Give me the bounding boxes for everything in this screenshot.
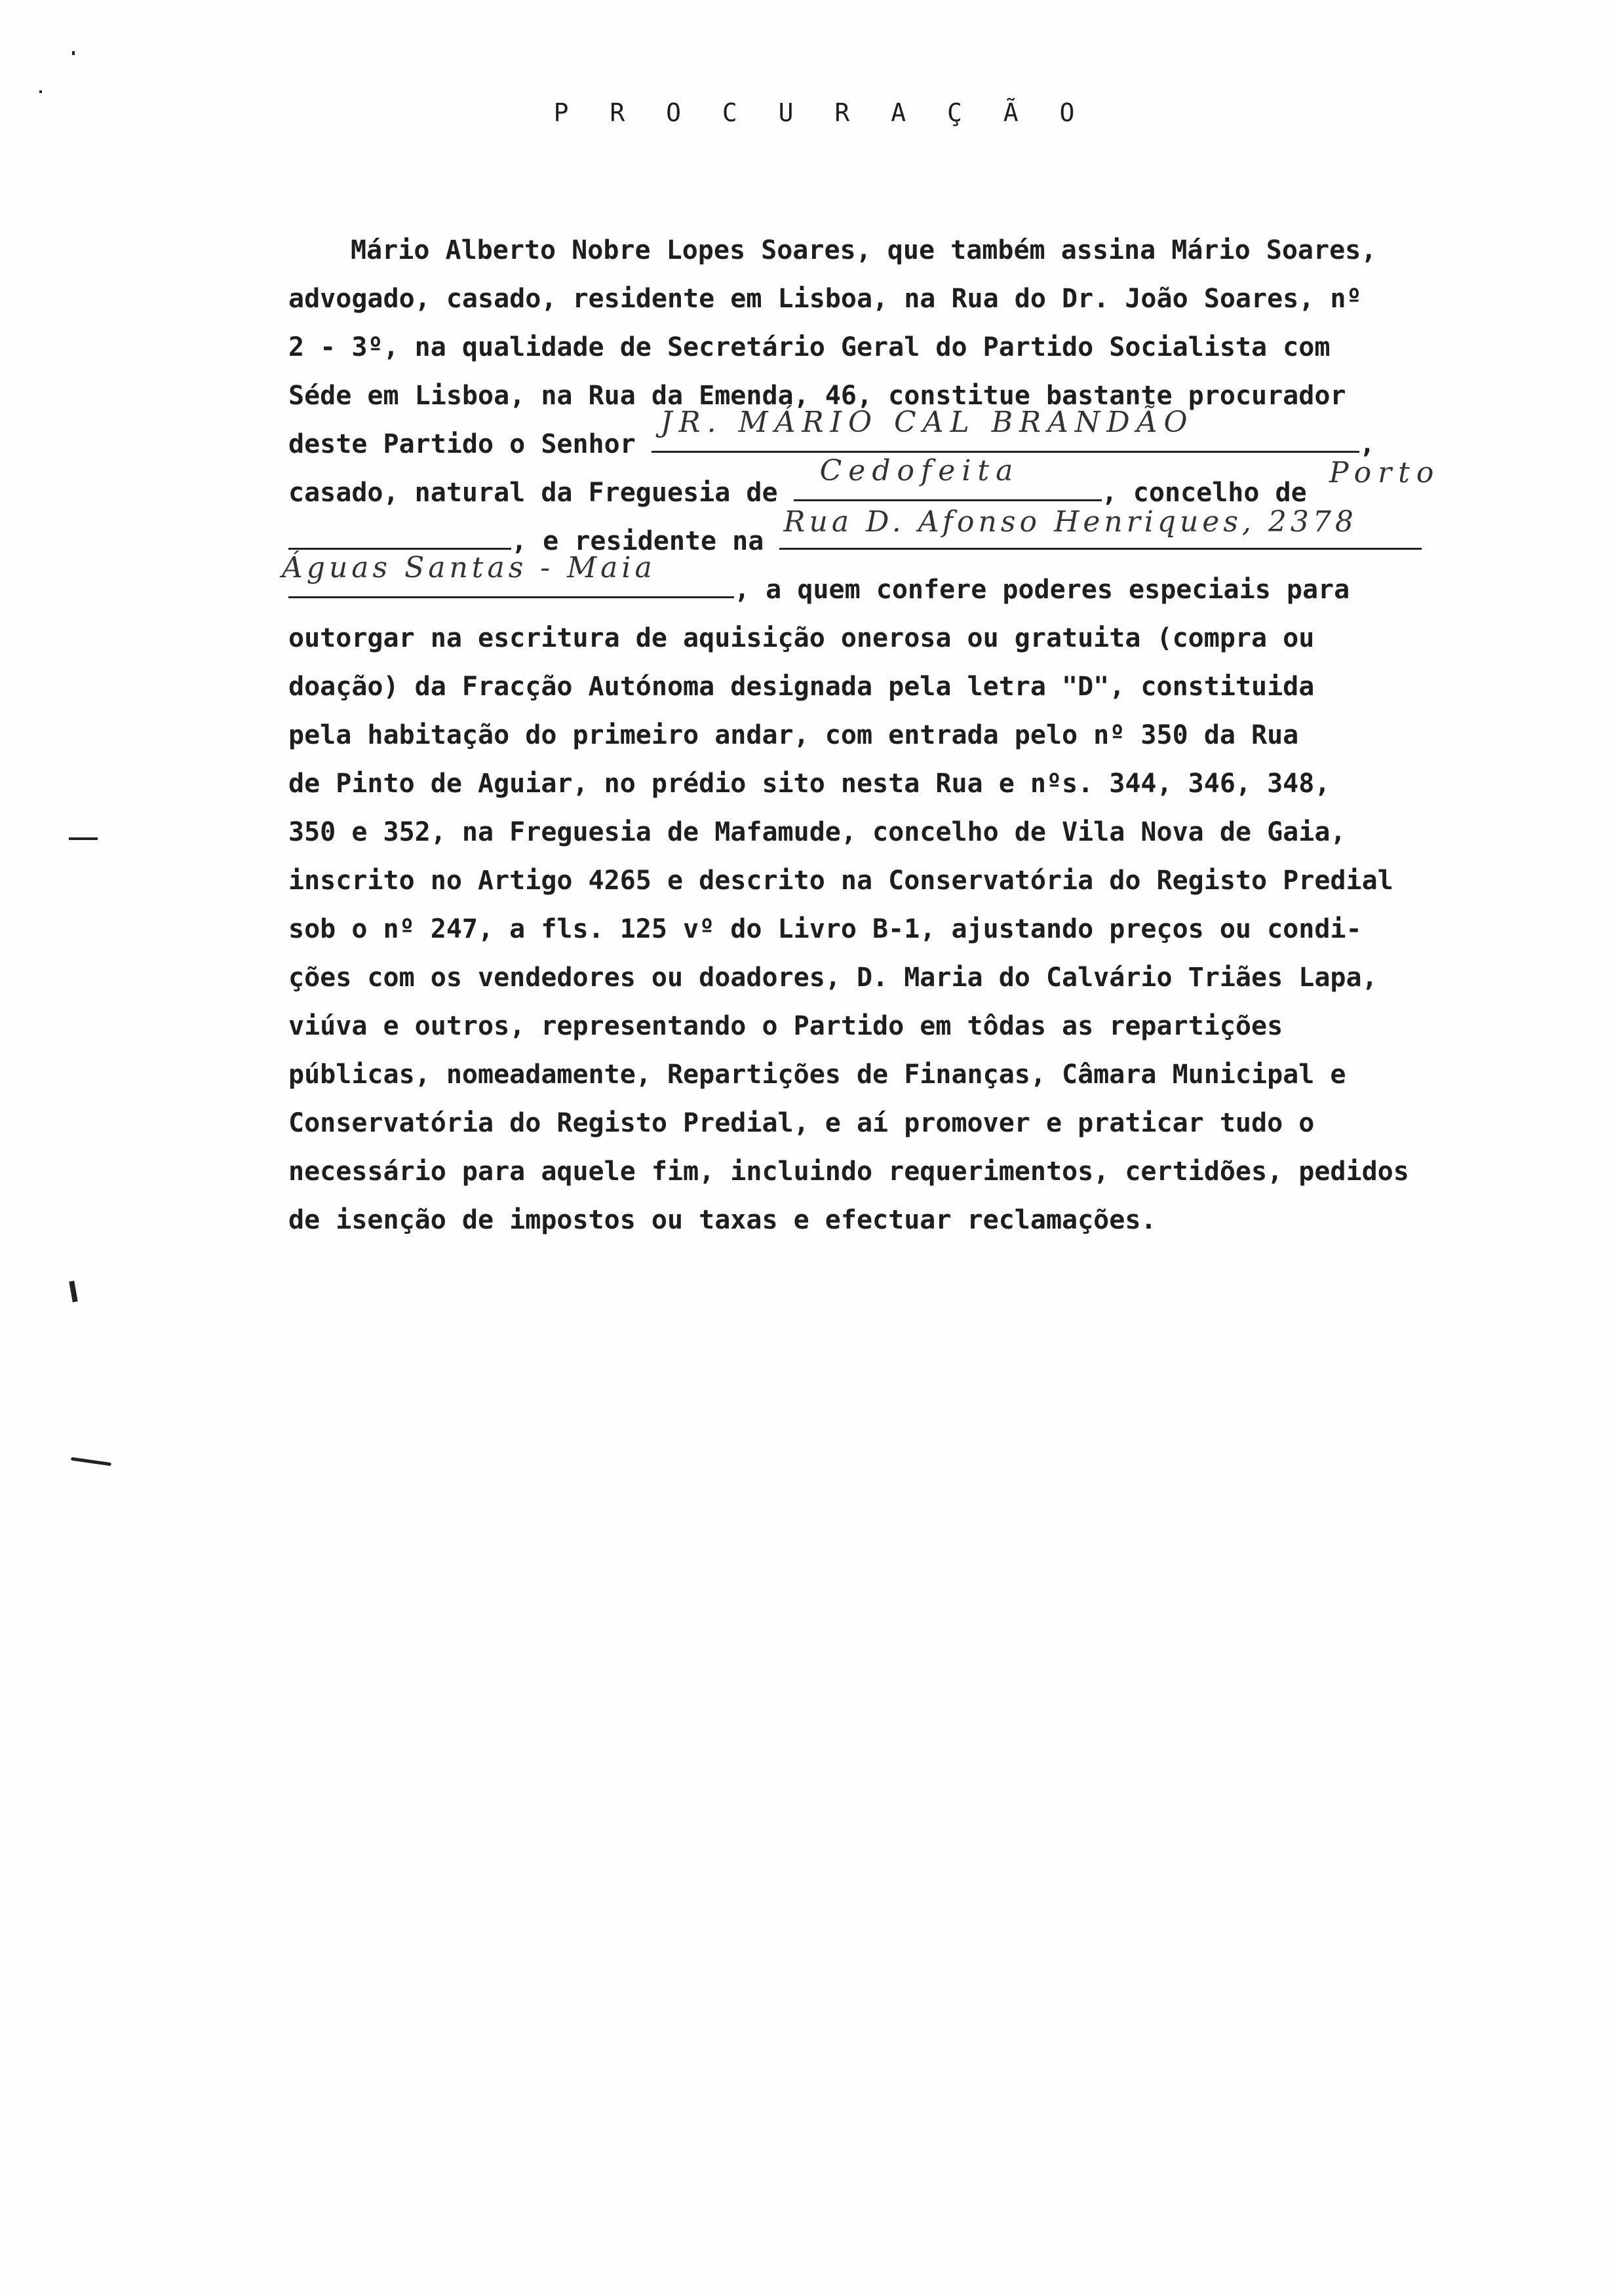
body-line-18: públicas, nomeadamente, Repartições de Finanças, Câmara Municipal e [288,1060,1346,1090]
line6-prefix: casado, natural da Freguesia de [288,478,778,508]
scan-dash [71,1457,111,1466]
body-line-19: Conservatória do Registo Predial, e aí promover e praticar tudo o [288,1108,1315,1138]
body-line-3: 2 - 3º, na qualidade de Secretário Geral do Partido Socialista com [288,332,1331,362]
line8-suffix: , a quem confere poderes especiais para [734,575,1350,605]
body-line-17: viúva e outros, representando o Partido em tôdas as repartições [288,1011,1283,1041]
concelho-blank [1323,456,1447,501]
body-line-8 [282,551,1468,614]
handwritten-residence-2: Águas Santas - Maia [282,551,656,584]
line5-suffix: , [1359,429,1375,459]
line5-prefix: deste Partido o Senhor [288,429,636,459]
document-title: P R O C U R A Ç Ã O [553,98,1088,127]
body-line-2: advogado, casado, residente em Lisboa, na Rua do Dr. João Soares, nº [288,284,1362,314]
line7-middle: , e residente na [511,526,764,556]
body-line-11: pela habitação do primeiro andar, com entrada pelo nº 350 da Rua [288,720,1299,750]
handwritten-residence-1: Rua D. Afonso Henriques, 2378 [783,505,1357,539]
body-line-13: 350 e 352, na Freguesia de Mafamude, concelho de Vila Nova de Gaia, [288,817,1346,847]
scan-speck [72,51,75,55]
body-line-9: outorgar na escritura de aquisição onerosa ou gratuita (compra ou [288,623,1315,653]
scan-speck [39,90,42,93]
body-line-12: de Pinto de Aguiar, no prédio sito nesta Rua e nºs. 344, 346, 348, [288,769,1331,799]
handwritten-freguesia: Cedofeita [819,454,1020,488]
document-body [282,226,1468,1244]
line6-middle: , concelho de [1101,478,1307,508]
body-line-15: sob o nº 247, a fls. 125 vº do Livro B-1, ajustando preços ou condi- [288,914,1362,944]
body-line-10: doação) da Fracção Autónoma designada pela letra "D", constituida [288,672,1315,702]
body-line-14: inscrito no Artigo 4265 e descrito na Conservatória do Registo Predial [288,866,1393,896]
body-line-20: necessário para aquele fim, incluindo requerimentos, certidões, pedidos [288,1157,1409,1187]
freguesia-blank [794,454,1102,501]
body-line-1: Mário Alberto Nobre Lopes Soares, que também assina Mário Soares, [351,235,1377,265]
residence-continuation-blank [282,551,734,598]
residence-blank [779,505,1422,550]
handwritten-name: JR. MÁRIO CAL BRANDÃO [660,406,1194,439]
body-line-16: ções com os vendedores ou doadores, D. Maria do Calvário Triães Lapa, [288,963,1378,993]
body-line-4: Séde em Lisboa, na Rua da Emenda, 46, constitue bastante procurador [288,381,1346,411]
body-line-21: de isenção de impostos ou taxas e efectuar reclamações. [288,1205,1157,1235]
handwritten-concelho: Porto [1329,456,1441,489]
scan-dash [69,837,98,840]
scan-tick [69,1281,77,1303]
